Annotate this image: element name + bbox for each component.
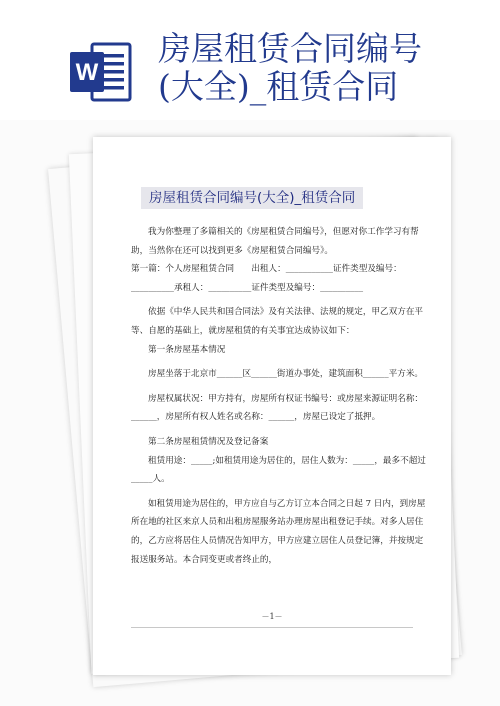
paragraph-ownership: 房屋权属状况：甲方持有，房屋所有权证书编号：或房屋来源证明名称：______，房屋所有权人姓名或名称：______，房屋已设定了抵押。	[131, 393, 424, 423]
paragraph-location: 房屋坐落于北京市______区______街道办事处，建筑面积______平方米。	[148, 369, 424, 380]
page-title-line-1: 房屋租赁合同编号	[158, 29, 422, 68]
document-body	[131, 223, 427, 569]
document-page	[93, 137, 451, 675]
page-title-line-2: (大全)_租赁合同	[158, 67, 399, 106]
word-icon	[70, 40, 132, 104]
section-heading-2: 第二条房屋租赁情况及登记备案	[148, 436, 269, 447]
document-title: 房屋租赁合同编号(大全)_租赁合同	[141, 187, 363, 209]
page-number: －1－	[261, 612, 283, 621]
paragraph-usage: 租赁用途：_____;如租赁用途为居住的，居住人数为：_____，最多不超过_____人。	[131, 455, 426, 485]
header-banner	[0, 0, 500, 130]
paragraph-basis: 依据《中华人民共和国合同法》及有关法律、法规的规定，甲乙双方在平等、自愿的基础上，就房屋租赁的有关事宜达成协议如下：	[131, 307, 424, 336]
paragraph-registration: 如租赁用途为居住的，甲方应自与乙方订立本合同之日起 7 日内，到房屋所在地的社区来京人员和出租房屋服务站办理房屋出租登记手续。对多人居住的，乙方应将居住人员情况告知甲方，甲方应建立居住人员登记簿，并按规定报送服务站。本合同变更或者终止的，	[131, 498, 426, 565]
page-title	[158, 30, 488, 106]
paragraph-intro: 我为你整理了多篇相关的《房屋租赁合同编号》，但愿对你工作学习有帮助，当然你在还可以找到更多《房屋租赁合同编号》。	[131, 227, 419, 256]
word-icon-letter: W	[75, 59, 99, 86]
footer-divider	[131, 627, 413, 628]
paragraph-parties: 第一篇：个人房屋租赁合同 出租人：___________证件类型及编号：__________承租人：__________证件类型及编号：__________	[131, 264, 402, 293]
section-heading-1: 第一条房屋基本情况	[148, 344, 226, 355]
